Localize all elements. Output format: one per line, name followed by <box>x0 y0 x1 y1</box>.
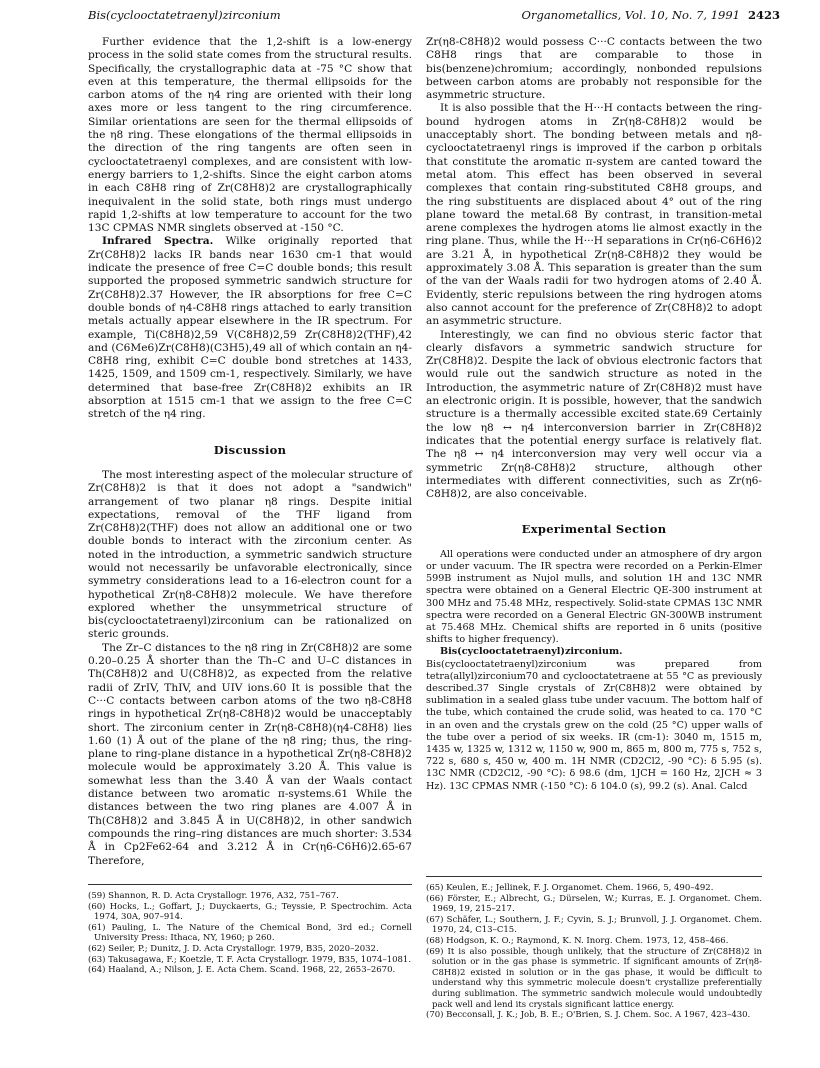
reference-item: (63) Takusagawa, F.; Koetzle, T. F. Acta Crystallogr. 1979, B35, 1074–1081. <box>88 954 412 965</box>
reference-item: (59) Shannon, R. D. Acta Crystallogr. 1976, A32, 751–767. <box>88 891 339 901</box>
references-right <box>426 876 762 1021</box>
reference-item: (67) Schäfer, L.; Southern, J. F.; Cyvin, S. J.; Brunvoll, J. J. Organomet. Chem. 1970, 24, C13–C15. <box>426 914 762 936</box>
running-header <box>88 8 780 26</box>
reference-item: (64) Haaland, A.; Nilson, J. E. Acta Chem. Scand. 1968, 22, 2653–2670. <box>88 965 396 976</box>
right-paragraph-3: Interestingly, we can find no obvious steric factor that clearly disfavors a symmetric sandwich structure for Zr(C8H8)2. Despite the lack of obvious electronic factors that would rule out the sandwich structure as noted in the Introduction, the asymmetric nature of Zr(C8H8)2 must have an electronic origin. It is possible, however, that the sandwich structure is a thermally accessible excited state.69 Certainly the low η8 ↔ η4 interconversion barrier in Zr(C8H8)2 indicates that the potential energy surface is relatively flat. The η8 ↔ η4 interconversion may very well occur via a symmetric Zr(η8-C8H8)2 structure, although other intermediates with different connectivities, such as Zr(η6-C8H8)2, are also conceivable. <box>426 328 762 501</box>
infrared-text: Wilke originally reported that Zr(C8H8)2 lacks IR bands near 1630 cm-1 that would indicate the presence of free C=C double bonds; this result supported the proposed symmetric sandwich structure for Zr(C8H8)2.37 However, the IR absorptions for free C=C double bonds of η4-C8H8 rings attached to early transition metals actually appear elsewhere in the IR spectrum. For example, Ti(C8H8)2,59 V(C8H8)2,59 Zr(C8H8)2(THF),42 and (C6Me6)Zr(C8H8)(C3H5),49 all of which contain an η4-C8H8 ring, exhibit C=C double bond stretches at 1433, 1425, 1509, and 1509 cm-1, respectively. Similarly, we have determined that base-free Zr(C8H8)2 exhibits an IR absorption at 1515 cm-1 that we assign to the free C=C stretch of the η4 ring. <box>88 235 413 421</box>
right-paragraph-2: It is also possible that the H···H contacts between the ring-bound hydrogen atoms in Zr(η8-C8H8)2 would be unacceptably short. The bonding between metals and η8-cyclooctatetraenyl rings is improved if the carbon p orbitals that constitute the aromatic π-system are canted toward the metal atom. This effect has been observed in several complexes that contain ring-substituted C8H8 groups, and the ring substituents are displaced about 4° out of the ring plane toward the metal.68 By contrast, in transition-metal arene complexes the hydrogen atoms lie almost exactly in the ring plane. Thus, while the H···H separations in Cr(η6-C6H6)2 are 3.21 Å, in hypothetical Zr(η8-C8H8)2 they would be approximately 3.08 Å. This separation is greater than the sum of the van der Waals radii for two hydrogen atoms of 2.40 Å. Evidently, steric repulsions between the ring hydrogen atoms also cannot account for the preference of Zr(C8H8)2 to adopt an asymmetric structure. <box>426 102 762 328</box>
reference-item: (70) Becconsall, J. K.; Job, B. E.; O'Brien, S. J. Chem. Soc. A 1967, 423–430. <box>426 1010 751 1021</box>
paragraph-infrared <box>88 235 412 421</box>
left-column <box>88 36 412 868</box>
compound-preparation-text: Bis(cyclooctatetraenyl)zirconium was prepared from tetra(allyl)zirconium70 and cyclooctatetraene at 55 °C as previously described.37 Single crystals of Zr(C8H8)2 were obtained by sublimation in a sealed glass tube under vacuum. The bottom half of the tube, which contained the crude solid, was heated to ca. 170 °C in an oven and the crystals grew on the cold (25 °C) upper walls of the tube over a period of six weeks. IR (cm-1): 3040 m, 1515 m, 1435 w, 1325 w, 1312 w, 1150 w, 900 m, 865 m, 800 m, 775 s, 752 s, 722 s, 680 s, 450 w, 400 m. 1H NMR (CD2Cl2, -90 °C): δ 5.95 (s). 13C NMR (CD2Cl2, -90 °C): δ 98.6 (dm, 1JCH = 160 Hz, 2JCH ≈ 3 Hz). 13C CPMAS NMR (-150 °C): δ 104.0 (s), 99.2 (s). Anal. Calcd <box>426 658 762 792</box>
discussion-heading: Discussion <box>213 442 287 457</box>
experimental-heading: Experimental Section <box>521 522 667 537</box>
reference-item: (62) Seiler, P.; Dunitz, J. D. Acta Crystallogr. 1979, B35, 2020–2032. <box>88 943 379 954</box>
footnote-rule <box>88 884 412 885</box>
right-column <box>426 36 762 793</box>
footnote-rule <box>426 876 762 877</box>
reference-item: (65) Keulen, E.; Jellinek, F. J. Organomet. Chem. 1966, 5, 490–492. <box>426 883 714 893</box>
reference-item: (66) Förster, E.; Albrecht, G.; Dürselen, W.; Kurras, E. J. Organomet. Chem. 1969, 19, 215–217. <box>426 893 762 915</box>
compound-run-in-heading: Bis(cyclooctatetraenyl)zirconium. <box>440 646 623 658</box>
journal-info: Organometallics, Vol. 10, No. 7, 1991 <box>521 8 740 22</box>
running-title: Bis(cyclooctatetraenyl)zirconium <box>88 8 281 22</box>
paragraph-1-2-shift: Further evidence that the 1,2-shift is a low-energy process in the solid state comes from the structural results. Specifically, the crystallographic data at -75 °C show that even at this temperature, the thermal ellipsoids for the carbon atoms of the η4 ring are oriented with their long axes more or less tangent to the ring circumference. Similar orientations are seen for the thermal ellipsoids of the η8 ring. These elongations of the thermal ellipsoids in the direction of the ring tangents are often seen in cyclooctatetraenyl complexes, and are consistent with low-energy barriers to 1,2-shifts. Since the eight carbon atoms in each C8H8 ring of Zr(C8H8)2 are crystallographically inequivalent in the solid state, both rings must undergo rapid 1,2-shifts at low temperature to account for the two 13C CPMAS NMR singlets observed at -150 °C. <box>88 36 412 235</box>
page-number: 2423 <box>747 8 780 22</box>
journal-citation <box>522 8 780 22</box>
reference-item: (61) Pauling, L. The Nature of the Chemical Bond, 3rd ed.; Cornell University Press: Ithaca, NY, 1960; p 260. <box>88 922 412 944</box>
reference-item: (69) It is also possible, though unlikely, that the structure of Zr(C8H8)2 in solution or in the gas phase is symmetric. If significant amounts of Zr(η8-C8H8)2 existed in solution or in the gas phase, it would be difficult to understand why this symmetric molecule doesn't crystallize preferentially during sublimation. The symmetric sandwich molecule would undoubtedly pack well and lend its crystals significant lattice energy. <box>426 946 762 1010</box>
right-paragraph-1: Zr(η8-C8H8)2 would possess C···C contacts between the two C8H8 rings that are comparable to those in bis(benzene)chromium; accordingly, nonbonded repulsions between carbon atoms are probably not responsible for the asymmetric structure. <box>426 36 762 102</box>
reference-item: (68) Hodgson, K. O.; Raymond, K. N. Inorg. Chem. 1973, 12, 458–466. <box>426 935 729 946</box>
reference-item: (60) Hocks, L.; Goffart, J.; Duyckaerts, G.; Teyssie, P. Spectrochim. Acta 1974, 30A, 907–914. <box>88 901 412 923</box>
experimental-paragraph-1: All operations were conducted under an atmosphere of dry argon or under vacuum. The IR spectra were recorded on a Perkin-Elmer 599B instrument as Nujol mulls, and solution 1H and 13C NMR spectra were obtained on a General Electric QE-300 instrument at 300 MHz and 75.48 MHz, respectively. Solid-state CPMAS 13C NMR spectra were recorded on a General Electric GN-300WB instrument at 75.468 MHz. Chemical shifts are reported in δ units (positive shifts to higher frequency). <box>426 548 762 646</box>
experimental-paragraph-2 <box>426 646 762 792</box>
discussion-paragraph-1: The most interesting aspect of the molecular structure of Zr(C8H8)2 is that it does not adopt a "sandwich" arrangement of two planar η8 rings. Despite initial expectations, removal of the THF ligand from Zr(C8H8)2(THF) does not allow an additional one or two double bonds to interact with the zirconium center. As noted in the introduction, a symmetric sandwich structure would not necessarily be unfavorable electronically, since symmetry considerations lead to a 16-electron count for a hypothetical Zr(η8-C8H8)2 molecule. We have therefore explored whether the unsymmetrical structure of bis(cyclooctatetraenyl)zirconium can be rationalized on steric grounds. <box>88 468 412 641</box>
discussion-paragraph-2: The Zr–C distances to the η8 ring in Zr(C8H8)2 are some 0.20–0.25 Å shorter than the Th–C and U–C distances in Th(C8H8)2 and U(C8H8)2, as expected from the relative radii of ZrIV, ThIV, and UIV ions.60 It is possible that the C···C contacts between carbon atoms of the two η8-C8H8 rings in hypothetical Zr(η8-C8H8)2 would be unacceptably short. The zirconium center in Zr(η8-C8H8)(η4-C8H8) lies 1.60 (1) Å out of the plane of the η8 ring; thus, the ring-plane to ring-plane distance in a hypothetical Zr(η8-C8H8)2 molecule would be approximately 3.20 Å. This value is somewhat less than the 3.40 Å van der Waals contact distance between two aromatic π-systems.61 While the distances between the two ring planes are 4.007 Å in Th(C8H8)2 and 3.845 Å in U(C8H8)2, in other sandwich compounds the ring–ring distances are much shorter: 3.534 Å in Cp2Fe62-64 and 3.212 Å in Cr(η6-C6H6)2.65-67 Therefore, <box>88 641 412 867</box>
references-left <box>88 884 412 976</box>
infrared-run-in-heading: Infrared Spectra. <box>102 235 214 248</box>
